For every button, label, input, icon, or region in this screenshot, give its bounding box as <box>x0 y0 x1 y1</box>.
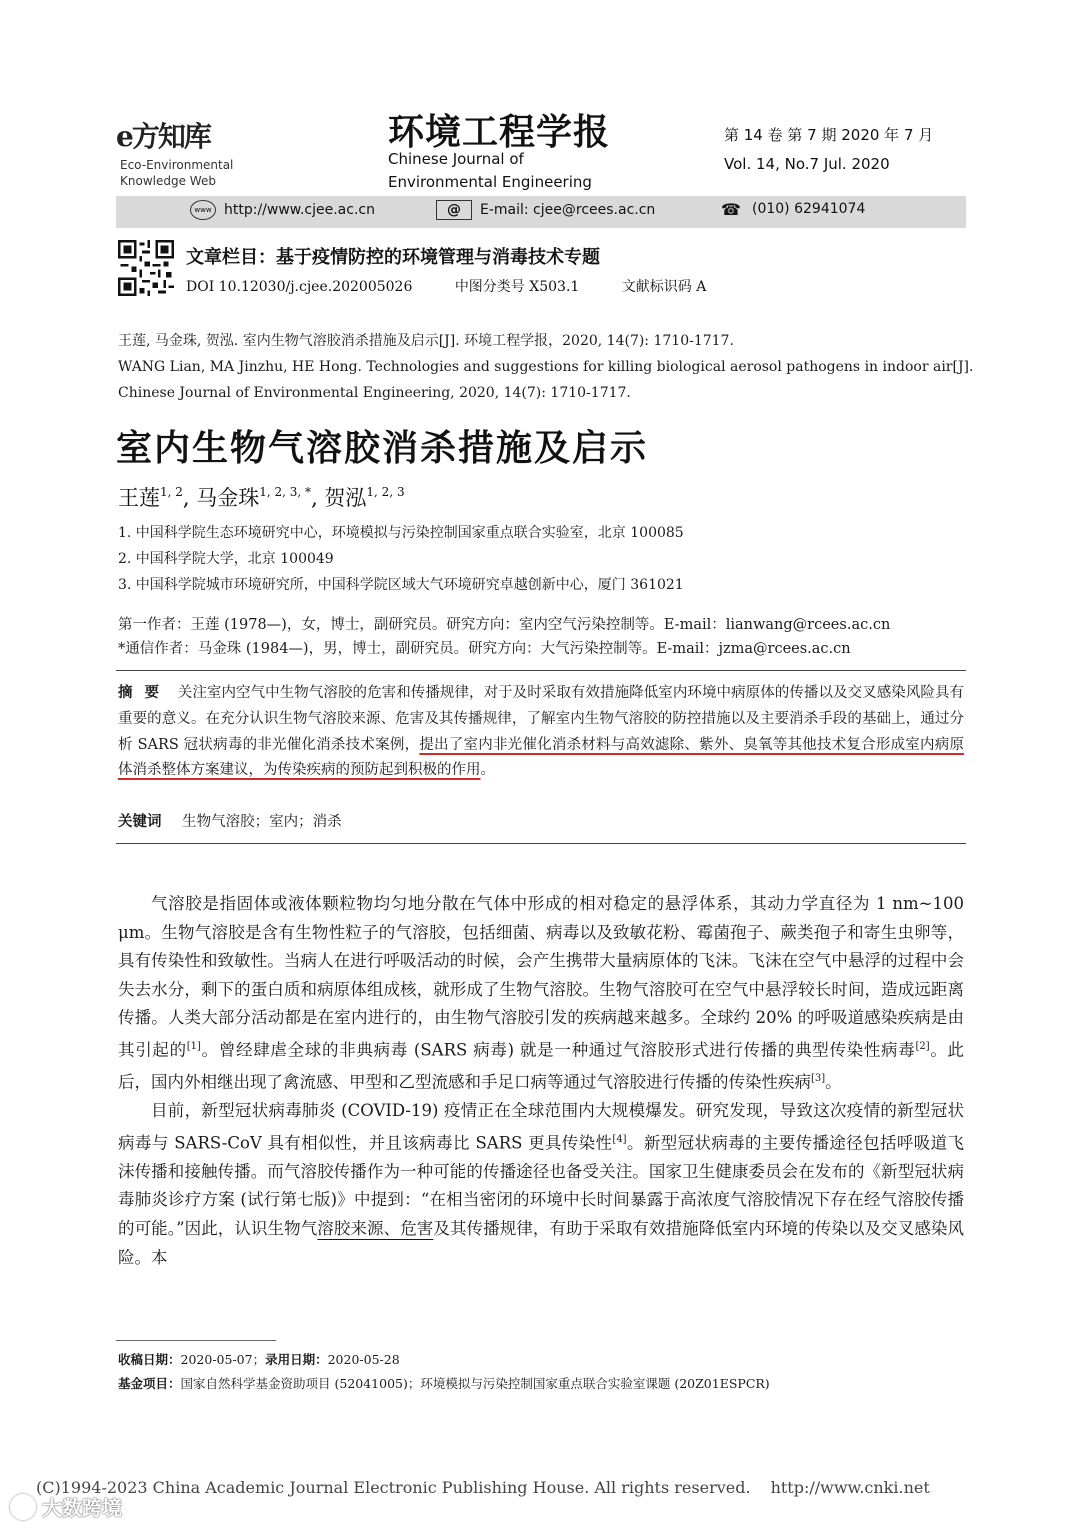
logo-sub-line-2: Knowledge Web <box>120 174 216 188</box>
divider <box>116 670 966 671</box>
contact-bar <box>116 196 966 228</box>
accepted-label: 录用日期： <box>265 1352 328 1367</box>
phone-item <box>718 200 865 218</box>
watermark-logo-icon <box>10 1494 36 1520</box>
citation-cn: 王莲, 马金珠, 贺泓. 室内生物气溶胶消杀措施及启示[J]. 环境工程学报，2020, 14(7): 1710-1717. <box>118 333 734 349</box>
doi[interactable]: DOI 10.12030/j.cjee.202005026 <box>186 279 413 295</box>
citation-block <box>118 328 974 406</box>
logo-mark: e方知库 <box>116 120 210 153</box>
author-name: 王莲 <box>118 486 160 510</box>
email-icon: @ <box>436 200 472 220</box>
accepted-date: 2020-05-28 <box>327 1352 400 1367</box>
abstract <box>118 681 964 784</box>
affiliation-1: 1. 中国科学院生态环境研究中心，环境模拟与污染控制国家重点联合实验室，北京 100085 <box>118 525 684 541</box>
journal-title-en-line-2: Environmental Engineering <box>388 173 592 191</box>
watermark-text: 大数跨境 <box>42 1496 122 1520</box>
paragraph <box>118 890 964 1097</box>
divider <box>116 843 966 844</box>
paragraph-text: 及其传播规律，有助于采取有效措施降低室内环境的传染以及交叉感染风险。本 <box>118 1219 965 1267</box>
phone-icon: ☎ <box>721 199 741 219</box>
fund-text: 国家自然科学基金资助项目 (52041005)；环境模拟与污染控制国家重点联合实验室课题 (20Z01ESPCR) <box>180 1376 770 1391</box>
received-label: 收稿日期： <box>118 1352 181 1367</box>
abstract-text-end: 。 <box>480 762 495 779</box>
issue-info-en: Vol. 14, No.7 Jul. 2020 <box>724 155 890 173</box>
paragraph-text: 气溶胶是指固体或液体颗粒物均匀地分散在气体中形成的相对稳定的悬浮体系，其动力学直径为 1 nm~100 μm。生物气溶胶是含有生物性粒子的气溶胶，包括细菌、病毒以及致敏花粉、霉菌孢子、蕨类孢子和寄生虫卵等，具有传染性和致敏性。当病人在进行呼吸活动的时候，会产生携带大量病原体的飞沫。飞沫在空气中悬浮的过程中会失去水分，剩下的蛋白质和病原体组成核，就形成了生物气溶胶。生物气溶胶可在空气中悬浮较长时间，造成远距离传播。人类大部分活动都是在室内进行的，由生物气溶胶引发的疾病越来越多。全球约 20% 的呼吸道感染疾病是由其引起的 <box>118 894 964 1060</box>
qr-code-icon <box>118 240 174 296</box>
paragraph-text: 。此后，国内外相继出现了禽流感、甲型和乙型流感和手足口病等通过气溶胶进行传播的传染性疾病 <box>118 1040 965 1092</box>
first-author-info: 第一作者：王莲 (1978—)，女，博士，副研究员。研究方向：室内空气污染控制等。E-mail：lianwang@rcees.ac.cn <box>118 617 891 633</box>
doi-row <box>186 276 744 296</box>
cnki-link[interactable]: http://www.cnki.net <box>770 1478 930 1497</box>
abstract-label: 摘要 <box>118 685 172 701</box>
fund-label: 基金项目： <box>118 1376 181 1391</box>
body-text <box>118 890 964 1272</box>
affiliation-3: 3. 中国科学院城市环境研究所，中国科学院区域大气环境研究卓越创新中心，厦门 361021 <box>118 577 684 593</box>
copyright-text: (C)1994-2023 China Academic Journal Electronic Publishing House. All rights reserved. <box>36 1478 751 1497</box>
author-affiliation-marker: 1, 2, 3 <box>366 485 405 499</box>
author-affiliation-marker: 1, 2 <box>160 485 183 499</box>
affiliation-2: 2. 中国科学院大学，北京 100049 <box>118 551 334 567</box>
clc-number: 中图分类号 X503.1 <box>454 279 580 295</box>
keywords-text: 生物气溶胶；室内；消杀 <box>182 814 342 830</box>
author-affiliation-marker: 1, 2, 3, * <box>259 485 312 499</box>
reference-marker[interactable]: [2] <box>915 1040 930 1052</box>
article-title: 室内生物气溶胶消杀措施及启示 <box>116 427 649 469</box>
paragraph-text: 。 <box>825 1072 842 1092</box>
paragraph <box>118 1097 964 1272</box>
author-name: 马金珠 <box>196 486 260 510</box>
author-info <box>118 613 966 661</box>
logo-sub-line-1: Eco-Environmental <box>120 158 234 172</box>
website-url[interactable]: http://www.cjee.ac.cn <box>224 202 375 218</box>
journal-title-cn: 环境工程学报 <box>388 112 611 153</box>
paragraph-text: 目前，新型冠状病毒肺炎 (COVID-19) 疫情正在全球范围内大规模爆发。研究发现，导致这次疫情的新型冠状病毒与 SARS-CoV 具有相似性，并且该病毒比 SARS 更具传染性 <box>118 1101 964 1153</box>
author-name: 贺泓 <box>324 486 367 510</box>
copyright-line <box>36 1478 930 1497</box>
dates-line <box>118 1348 770 1372</box>
issue-info-cn: 第 14 卷 第 7 期 2020 年 7 月 <box>724 126 934 144</box>
paragraph-text: 。曾经肆虐全球的非典病毒 (SARS 病毒) 就是一种通过气溶胶形式进行传播的典型传染性病毒 <box>200 1040 916 1060</box>
paragraph-text: 溶胶来源、危害 <box>317 1219 434 1239</box>
email-item[interactable] <box>436 200 655 220</box>
footnotes <box>118 1348 770 1396</box>
author-list: 王莲$^{1, 2}$, 马金珠$^{1, 2, 3, *}$, 贺泓$^{1, 2, 3}$ <box>118 485 405 510</box>
corresponding-author-info: *通信作者：马金珠 (1984—)，男，博士，副研究员。研究方向：大气污染控制等。E-mail：jzma@rcees.ac.cn <box>118 641 851 657</box>
document-code: 文献标识码 A <box>621 279 707 295</box>
website-item[interactable] <box>190 200 375 220</box>
journal-title-en <box>388 148 592 194</box>
logo-subtitle <box>120 157 233 189</box>
column-title: 文章栏目：基于疫情防控的环境管理与消毒技术专题 <box>186 247 600 268</box>
publisher-logo <box>116 115 246 195</box>
paragraph-text: 。新型冠状病毒的主要传播途径包括呼吸道飞沫传播和接触传播。而气溶胶传播作为一种可能的传播途径也备受关注。国家卫生健康委员会在发布的《新型冠状病毒肺炎诊疗方案 (试行第七版)》中提到：“在相当密闭的环境中长时间暴露于高浓度气溶胶情况下存在经气溶胶传播的可能。”因此，认识生物气 <box>118 1133 965 1239</box>
received-date: 2020-05-07； <box>180 1352 266 1367</box>
keywords-label: 关键词 <box>118 814 162 830</box>
citation-en-line-1: WANG Lian, MA Jinzhu, HE Hong. Technologies and suggestions for killing biological aerosol pathogens in indoor air[J]. <box>118 359 974 375</box>
keywords <box>118 810 342 831</box>
watermark <box>10 1492 122 1521</box>
citation-en-line-2: Chinese Journal of Environmental Engineering, 2020, 14(7): 1710-1717. <box>118 385 631 401</box>
globe-icon: www <box>190 200 216 220</box>
email-address[interactable]: E-mail: cjee@rcees.ac.cn <box>480 202 656 218</box>
phone-number: (010) 62941074 <box>752 201 866 217</box>
reference-marker[interactable]: [3] <box>811 1073 826 1085</box>
reference-marker[interactable]: [1] <box>186 1040 201 1052</box>
footnote-divider <box>116 1340 276 1341</box>
abstract-text: 关注室内空气中生物气溶胶的危害和传播规律，对于及时采取有效措施降低室内环境中病原体的传播以及交叉感染风险具有重要的意义。在充分认识生物气溶胶来源、危害及其传播规律，了解室内生物气溶胶的防控措施以及主要消杀手段的基础上，通过分析 SARS 冠状病毒的非光催化消杀技术案例， <box>118 685 965 753</box>
fund-line <box>118 1372 770 1396</box>
affiliations <box>118 520 684 598</box>
journal-title-en-line-1: Chinese Journal of <box>388 150 524 168</box>
reference-marker[interactable]: [4] <box>612 1133 627 1145</box>
abstract-highlight: 提出了室内非光催化消杀材料与高效滤除、紫外、臭氧等其他技术复合形成室内病原体消杀整体方案建议，为传染疾病的预防起到积极的作用 <box>118 736 964 779</box>
